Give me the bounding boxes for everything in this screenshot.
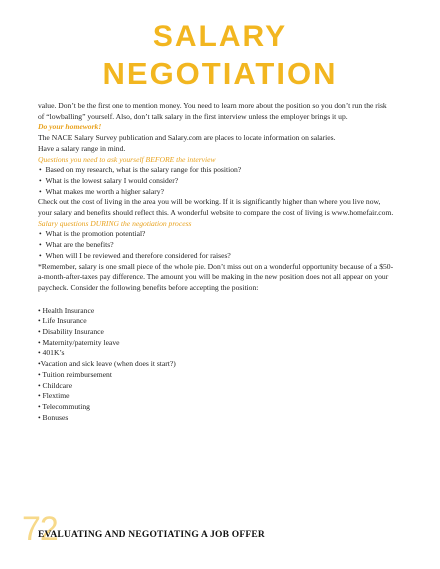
during-heading: Salary questions DURING the negotiation process: [38, 218, 192, 228]
list-item-text: What are the benefits?: [45, 240, 114, 250]
list-item: • Life Insurance: [38, 316, 87, 326]
homework-heading: Do your homework!: [38, 122, 102, 132]
footer-section-title: EVALUATING AND NEGOTIATING A JOB OFFER: [38, 530, 265, 540]
list-item: • Maternity/paternity leave: [38, 337, 120, 347]
list-item-text: When will I be reviewed and therefore considered for raises?: [45, 250, 231, 260]
page-number: 72: [22, 510, 58, 548]
list-item: •Vacation and sick leave (when does it start?): [38, 359, 176, 369]
list-item: • When will I be reviewed and therefore considered for raises?: [39, 250, 231, 260]
list-item-text: What is the lowest salary I would consider?: [45, 175, 179, 185]
list-item: • What are the benefits?: [39, 240, 114, 250]
remember-paragraph: *Remember, salary is one small piece of the whole pie. Don’t miss out on a wonderful opportunity because of a $50-a-month-after-taxes pay difference. The amount you will be making in the new position does not all appear on your paycheck. Consider the following benefits before accepting the position:: [38, 261, 394, 292]
list-item: • Health Insurance: [38, 305, 95, 315]
homework-line-1: The NACE Salary Survey publication and Salary.com are places to locate information on salaries.: [38, 133, 336, 143]
list-item: • What makes me worth a higher salary?: [39, 186, 164, 196]
list-item-text: Based on my research, what is the salary range for this position?: [45, 165, 242, 175]
list-item: • Bonuses: [38, 412, 69, 422]
list-item: • Tuition reimbursement: [38, 369, 112, 379]
benefits-list: [38, 306, 394, 424]
during-list: [38, 229, 394, 261]
cost-of-living-paragraph: Check out the cost of living in the area you will be working. If it is significantly higher than where you live now, your salary and benefits should reflect this. A wonderful website to compare the cost of living is www.homefair.com.: [38, 197, 394, 218]
list-item: • Childcare: [38, 380, 73, 390]
page-body: [38, 101, 394, 423]
homework-line-2: Have a salary range in mind.: [38, 143, 126, 153]
list-item: • Based on my research, what is the salary range for this position?: [39, 165, 242, 175]
title-line-2: NEGOTIATION: [102, 56, 338, 91]
questions-self-heading: Questions you need to ask yourself BEFORE the interview: [38, 154, 216, 164]
title-line-1: SALARY: [152, 20, 288, 53]
list-item: • 401K’s: [38, 348, 65, 358]
list-item: • What is the lowest salary I would consider?: [39, 175, 179, 185]
questions-self-list: [38, 165, 394, 197]
list-item: • Disability Insurance: [38, 327, 104, 337]
intro-paragraph: value. Don’t be the first one to mention money. You need to learn more about the position so you don’t run the risk of “lowballing” yourself. Also, don’t talk salary in the first interview unless the employer brings it up.: [38, 101, 387, 121]
list-item-text: What is the promotion potential?: [45, 229, 146, 239]
list-item: • Telecommuting: [38, 401, 90, 411]
list-item: • What is the promotion potential?: [39, 229, 146, 239]
list-item: • Flextime: [38, 391, 70, 401]
list-item-text: What makes me worth a higher salary?: [45, 186, 164, 196]
